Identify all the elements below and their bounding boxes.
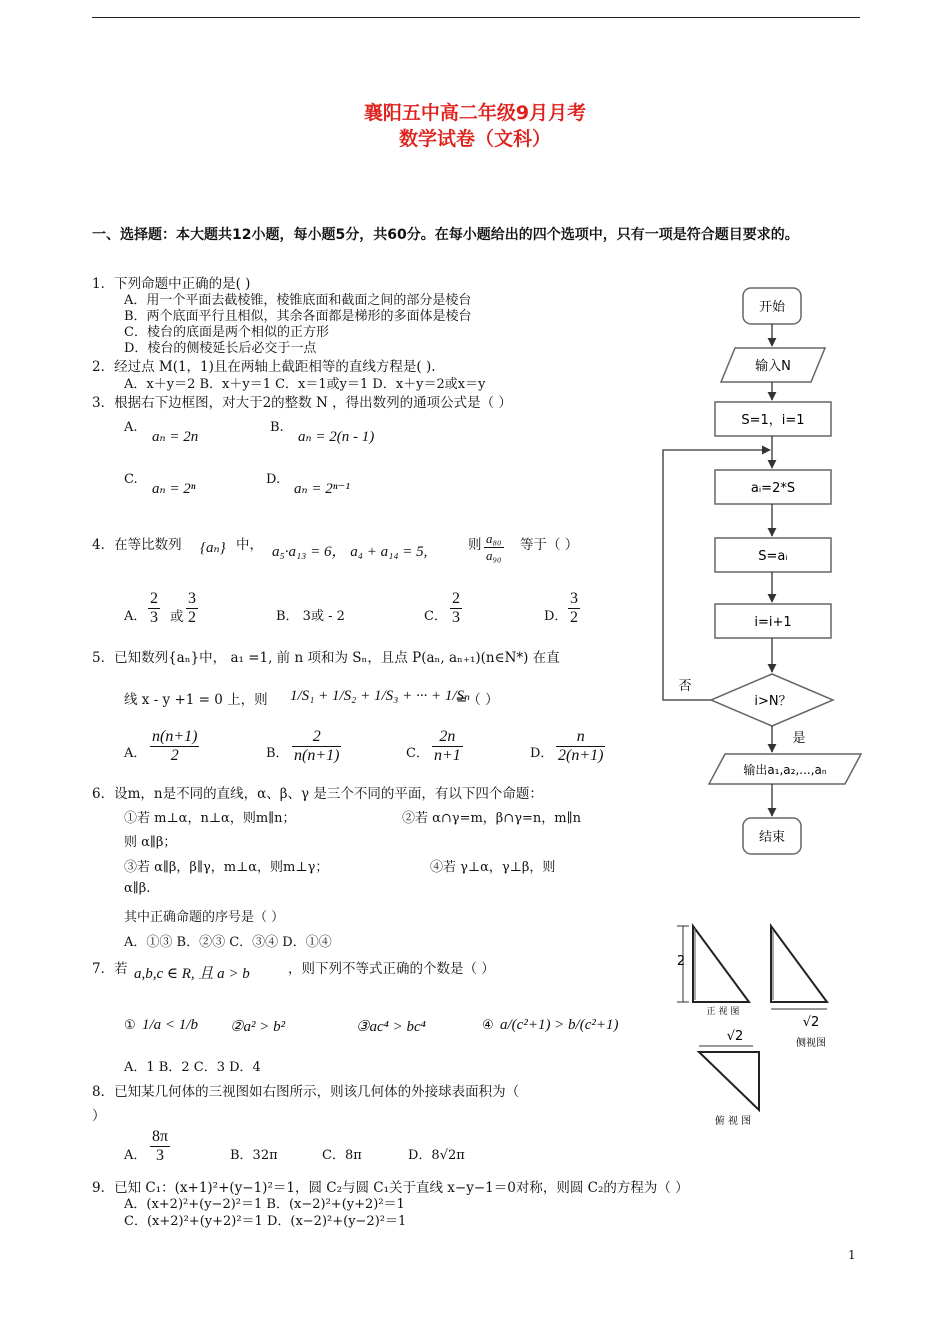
q4-sequence: {aₙ} [200,540,226,556]
q5-line2-pre: 线 x - y +1 = 0 上，则 [124,692,268,708]
q3-option-b: aₙ = 2(n - 1) [298,429,375,445]
q1-option-b: B．两个底面平行且相似，其余各面都是梯形的多面体是棱台 [124,309,472,324]
q4-option-a-frac1 [148,590,160,627]
q3-label-b: B. [270,420,284,435]
q5-line1: 5．已知数列{aₙ}中， a₁ =1, 前 n 项和为 Sₙ，且点 P(aₙ, aₙ₊₁)(n∈N*) 在直 [92,650,560,666]
page-number: 1 [848,1248,856,1262]
q5-label-d: D． [530,746,554,761]
q5-d-den: 2(n+1) [558,747,604,764]
top-view-label: 俯 视 图 [714,1116,752,1127]
q6-prop4: ④若 γ⊥α，γ⊥β，则 [430,860,556,875]
q3-label-d: D. [266,472,281,487]
q9-options-ab: A．(x+2)²+(y−2)²＝1 B．(x−2)²+(y+2)²＝1 [124,1197,405,1212]
q6-prop4-cont: α∥β. [124,881,151,896]
flow-condition-text: i>N？ [754,694,792,709]
q5-c-den: n+1 [434,747,461,764]
q3-label-c: C. [124,472,138,487]
q4-a-num1: 2 [150,590,158,607]
q6-stem: 6．设m，n是不同的直线，α、β、γ 是三个不同的平面，有以下四个命题： [92,786,543,802]
q6-prop2-cont: 则 α∥β； [124,835,177,850]
q5-a-den: 2 [150,746,199,765]
q1-option-c: C．棱台的底面是两个相似的正方形 [124,325,329,340]
flow-no-label: 否 [678,679,692,694]
q5-d-num: n [576,728,585,745]
q4-label-c: C． [424,609,447,624]
q8-option-a [150,1128,170,1165]
q5-b-den: n(n+1) [294,747,340,764]
q7-item1: 1/a < 1/b [142,1017,198,1033]
q5-label-c: C． [406,746,429,761]
q7-item3: ③ac⁴ > bc⁴ [356,1019,426,1035]
q4-condition: a₅·a₁₃ = 6， a₄ + a₁₄ = 5, [272,544,428,560]
q3-option-d: aₙ = 2ⁿ⁻¹ [294,481,350,497]
flowchart [655,282,870,867]
q4-option-c [450,590,462,627]
flow-output-text: 输出a₁,a₂,...,aₙ [743,763,827,777]
q8-a-den: 3 [150,1146,170,1165]
q4-a-den2: 2 [188,609,196,626]
q4-d-num: 3 [570,590,578,607]
q4-c-den: 3 [452,609,460,626]
flow-step1-text: aᵢ=2*S [750,481,796,496]
q7-item1-label: ① [124,1018,136,1033]
flow-start-text: 开始 [758,300,786,315]
q3-stem: 3．根据右下边框图，对大于2的整数 N ，得出数列的通项公式是（ ） [92,395,512,411]
dim-front-width-label: √2 [726,1029,744,1044]
q6-prop1: ①若 m⊥α，n⊥α，则m∥n； [124,811,296,826]
q5-a-num: n(n+1) [152,728,198,745]
q1-stem: 1．下列命题中正确的是( ) [92,276,251,292]
q4-stem-mid: 中， [236,537,263,553]
q1-option-d: D．棱台的侧棱延长后必交于一点 [124,341,317,356]
front-view-triangle [693,926,749,1002]
q4-label-d: D． [544,609,568,624]
q9-stem: 9．已知 C₁：(x+1)²+(y−1)²＝1，圆 C₂与圆 C₁关于直线 x−y−1＝0对称，则圆 C₂的方程为（ ） [92,1180,689,1196]
q4-option-a-frac2 [186,590,198,627]
q5-line2-post: =（ ） [456,692,499,708]
q4-ratio-num: a₈₀ [486,531,502,546]
q3-option-c: aₙ = 2ⁿ [152,481,196,497]
exam-subtitle: 数学试卷（文科） [398,128,551,150]
q4-option-b: B． 3或 - 2 [276,609,345,624]
q5-c-num: 2n [439,728,456,745]
q5-label-b: B． [266,746,289,761]
flow-yes-label: 是 [792,731,806,746]
flow-step2-text: S=aᵢ [758,549,788,564]
q4-d-den: 2 [570,609,578,626]
q7-options: A．1 B．2 C．3 D．4 [124,1060,261,1075]
q5-b-num: 2 [312,728,321,745]
q3-label-a: A. [124,420,138,435]
q5-option-a [150,728,199,765]
section-heading: 一、选择题：本大题共12小题，每小题5分，共60分。在每小题给出的四个选项中，只有一项是符合题目要求的。 [92,227,799,243]
q8-option-b: B．32π [230,1148,278,1163]
dim-side-width-label: √2 [802,1015,820,1030]
q8-option-c: C．8π [322,1148,362,1163]
q4-stem-pre: 4．在等比数列 [92,537,182,553]
dim-height-label: 2 [676,954,686,969]
q9-options-cd: C．(x+2)²+(y+2)²＝1 D．(x−2)²+(y−2)²＝1 [124,1214,407,1229]
three-view-diagram [665,918,840,1133]
q7-condition: a,b,c ∈ R, 且 a > b [134,966,250,982]
q8-label-a: A． [124,1148,147,1163]
side-view-triangle [771,926,827,1002]
front-view-label: 正 视 图 [706,1007,740,1017]
q4-a-num2: 3 [188,590,196,607]
q2-stem: 2．经过点 M(1，1)且在两轴上截距相等的直线方程是( ). [92,359,436,375]
top-view-triangle [699,1052,759,1110]
flow-step3-text: i=i+1 [754,615,792,630]
q4-ratio [484,531,504,564]
q4-option-a-or: 或 [170,609,184,625]
q3-option-a: aₙ = 2n [152,429,199,445]
flow-end-text: 结束 [758,830,786,845]
q7-stem-post: ，则下列不等式正确的个数是（ ） [288,961,495,977]
q5-option-b [292,728,341,765]
q4-c-num: 2 [452,590,460,607]
q6-options: A．①③ B．②③ C．③④ D．①④ [124,935,332,950]
q7-item4-label: ④ [482,1018,494,1033]
q1-option-a: A．用一个平面去截棱锥，棱锥底面和截面之间的部分是棱台 [124,293,472,308]
q5-option-c [432,728,463,765]
q8-stem: 8．已知某几何体的三视图如右图所示，则该几何体的外接球表面积为（ [92,1084,520,1100]
q5-option-d [556,728,605,765]
q5-sum: 1/S₁ + 1/S₂ + 1/S₃ + ··· + 1/Sₙ [290,688,471,704]
q6-prop2: ②若 α∩γ=m，β∩γ=n，m∥n [402,811,581,826]
q8-stem-close: ） [92,1108,106,1124]
flow-init-text: S=1，i=1 [741,413,805,428]
q4-a-den1: 3 [150,609,158,626]
q2-options: A．x＋y＝2 B．x＋y＝1 C．x＝1或y＝1 D．x＋y＝2或x＝y [124,377,486,392]
q7-item2: ②a² > b² [230,1019,286,1035]
q6-prop3: ③若 α∥β，β∥γ，m⊥α，则m⊥γ； [124,860,329,875]
q5-label-a: A． [124,746,147,761]
q4-stem-post: 等于（ ） [520,537,579,553]
q4-ratio-den: a₉₀ [486,548,502,563]
q8-a-num: 8π [152,1128,169,1145]
flow-input-text: 输入N [755,359,791,374]
side-view-label: 侧视图 [796,1038,826,1049]
q4-stem-then: 则 [468,537,482,553]
q4-label-a: A． [124,609,147,624]
q7-item4: a/(c²+1) > b/(c²+1) [500,1017,619,1033]
q7-stem-pre: 7．若 [92,961,128,977]
header-rule [92,17,860,18]
q6-question: 其中正确命题的序号是（ ） [124,910,285,925]
exam-title: 襄阳五中高二年级9月月考 [363,102,587,124]
q4-option-d [568,590,580,627]
q8-option-d: D．8√2π [408,1148,465,1163]
